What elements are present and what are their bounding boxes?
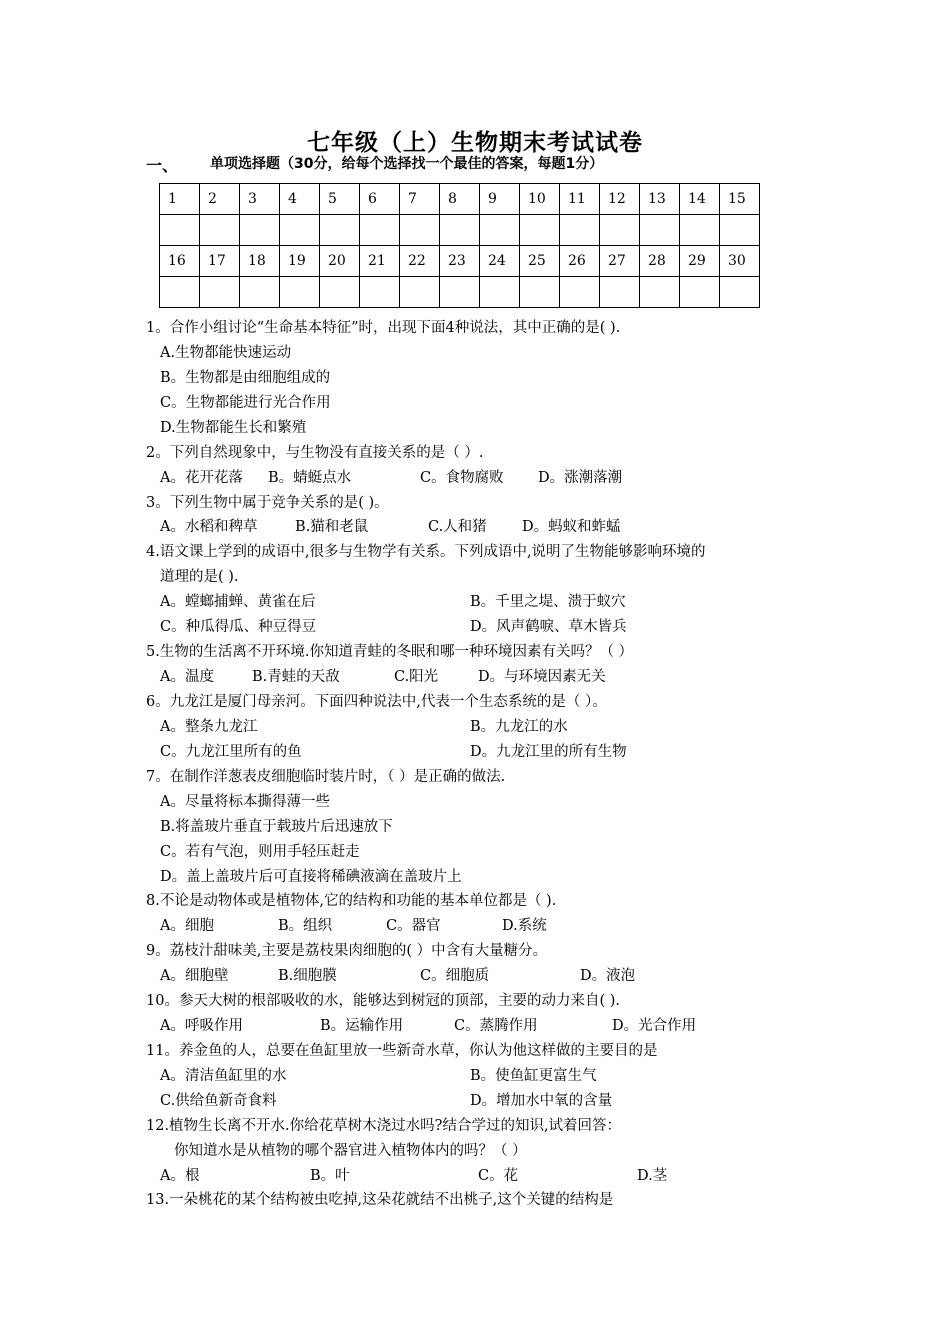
q12-option-c: C。花 [478, 1168, 519, 1184]
answer-cell-number: 11 [560, 184, 600, 215]
question-7: 7。在制作洋葱表皮细胞临时装片时，（ ）是正确的做法. [146, 769, 506, 785]
question-9: 9。荔枝汁甜味美,主要是荔枝果肉细胞的( ）中含有大量糖分。 [146, 943, 548, 959]
q7-option-a: A。尽量将标本撕得薄一些 [160, 794, 330, 810]
q4-option-c: C。种瓜得瓜、种豆得豆 [160, 619, 317, 635]
question-12: 12.植物生长离不开水.你给花草树木浇过水吗?结合学过的知识,试着回答： [146, 1118, 622, 1134]
q7-option-b: B.将盖玻片垂直于载玻片后迅速放下 [160, 819, 393, 835]
answer-cell-blank [680, 215, 720, 246]
answer-cell-number: 7 [400, 184, 440, 215]
q9-option-b: B.细胞膜 [278, 968, 337, 984]
question-12-continued: 你知道水是从植物的哪个器官进入植物体内的吗？（ ） [174, 1143, 527, 1159]
q3-option-d: D。蚂蚁和蚱蜢 [522, 519, 621, 535]
q1-option-b: B。生物都是由细胞组成的 [160, 370, 331, 386]
answer-cell-number: 21 [360, 246, 400, 277]
answer-cell-blank [200, 277, 240, 308]
answer-cell-blank [520, 215, 560, 246]
q4-option-b: B。千里之堤、溃于蚁穴 [470, 594, 626, 610]
answer-cell-number: 2 [200, 184, 240, 215]
section-number: 一、 [146, 156, 179, 175]
answer-cell-blank [320, 277, 360, 308]
q8-option-c: C。器官 [386, 918, 441, 934]
answer-table-number-row [160, 184, 760, 215]
answer-cell-blank [360, 277, 400, 308]
answer-cell-blank [600, 215, 640, 246]
q5-option-c: C.阳光 [394, 669, 439, 685]
question-3: 3。下列生物中属于竞争关系的是( )。 [146, 495, 389, 511]
answer-table-blank-row [160, 277, 760, 308]
q9-option-d: D。液泡 [580, 968, 636, 984]
question-10: 10。参天大树的根部吸收的水，能够达到树冠的顶部，主要的动力来自( ). [146, 993, 620, 1009]
answer-cell-number: 18 [240, 246, 280, 277]
q10-option-a: A。呼吸作用 [160, 1018, 243, 1034]
answer-cell-blank [360, 215, 400, 246]
q9-option-a: A。细胞壁 [160, 968, 229, 984]
answer-cell-number: 30 [720, 246, 760, 277]
question-13: 13.一朵桃花的某个结构被虫吃掉,这朵花就结不出桃子,这个关键的结构是 [146, 1192, 614, 1208]
answer-cell-number: 19 [280, 246, 320, 277]
q8-option-a: A。细胞 [160, 918, 214, 934]
answer-cell-number: 29 [680, 246, 720, 277]
question-8: 8.不论是动物体或是植物体,它的结构和功能的基本单位都是（ ). [146, 893, 557, 909]
q1-option-a: A.生物都能快速运动 [160, 345, 292, 361]
question-6: 6。九龙江是厦门母亲河。下面四种说法中,代表一个生态系统的是（ ）。 [146, 694, 607, 710]
answer-cell-blank [720, 215, 760, 246]
q4-option-a: A。螳螂捕蝉、黄雀在后 [160, 594, 316, 610]
answer-cell-number: 15 [720, 184, 760, 215]
q5-option-d: D。与环境因素无关 [478, 669, 606, 685]
q10-option-b: B。运输作用 [320, 1018, 404, 1034]
answer-table-number-row [160, 246, 760, 277]
q3-option-b: B.猫和老鼠 [295, 519, 369, 535]
answer-cell-number: 25 [520, 246, 560, 277]
answer-cell-number: 4 [280, 184, 320, 215]
q3-option-c: C.人和猪 [428, 519, 487, 535]
answer-cell-blank [240, 277, 280, 308]
answer-cell-blank [320, 215, 360, 246]
answer-cell-blank [720, 277, 760, 308]
q6-option-c: C。九龙江里所有的鱼 [160, 744, 302, 760]
q2-option-d: D。涨潮落潮 [538, 470, 623, 486]
q11-option-b: B。使鱼缸更富生气 [470, 1068, 597, 1084]
q3-option-a: A。水稻和稗草 [160, 519, 258, 535]
answer-cell-number: 20 [320, 246, 360, 277]
q8-option-b: B。组织 [278, 918, 333, 934]
answer-cell-number: 6 [360, 184, 400, 215]
q7-option-d: D。盖上盖玻片后可直接将稀碘液滴在盖玻片上 [160, 869, 462, 885]
answer-cell-blank [680, 277, 720, 308]
q2-option-a: A。花开花落 [160, 470, 243, 486]
answer-cell-blank [200, 215, 240, 246]
answer-cell-blank [480, 277, 520, 308]
q12-option-b: B。叶 [310, 1168, 350, 1184]
answer-cell-number: 8 [440, 184, 480, 215]
q7-option-c: C。若有气泡，则用手轻压赶走 [160, 844, 360, 860]
answer-table [159, 183, 760, 308]
answer-cell-blank [640, 215, 680, 246]
q4-option-d: D。风声鹤唳、草木皆兵 [470, 619, 627, 635]
answer-cell-number: 23 [440, 246, 480, 277]
question-11: 11。养金鱼的人，总要在鱼缸里放一些新奇水草，你认为他这样做的主要目的是 [146, 1043, 658, 1059]
answer-cell-number: 9 [480, 184, 520, 215]
answer-cell-blank [160, 215, 200, 246]
answer-cell-blank [280, 277, 320, 308]
answer-cell-blank [640, 277, 680, 308]
answer-cell-number: 1 [160, 184, 200, 215]
q1-option-d: D.生物都能生长和繁殖 [160, 420, 307, 436]
q10-option-d: D。光合作用 [612, 1018, 697, 1034]
q12-option-a: A。根 [160, 1168, 200, 1184]
answer-cell-blank [440, 215, 480, 246]
question-1: 1。合作小组讨论“生命基本特征”时，出现下面4种说法，其中正确的是( ). [146, 320, 621, 336]
answer-cell-number: 16 [160, 246, 200, 277]
q6-option-a: A。整条九龙江 [160, 719, 258, 735]
answer-cell-number: 27 [600, 246, 640, 277]
answer-cell-number: 10 [520, 184, 560, 215]
q10-option-c: C。蒸腾作用 [454, 1018, 538, 1034]
q5-option-b: B.青蛙的天敌 [252, 669, 340, 685]
q11-option-d: D。增加水中氧的含量 [470, 1093, 613, 1109]
q11-option-c: C.供给鱼新奇食料 [160, 1093, 277, 1109]
answer-cell-number: 24 [480, 246, 520, 277]
answer-cell-blank [480, 215, 520, 246]
question-4-continued: 道理的是( ). [160, 569, 239, 585]
q2-option-b: B。蜻蜓点水 [268, 470, 352, 486]
question-2: 2。下列自然现象中，与生物没有直接关系的是（ ）. [146, 445, 484, 461]
question-5: 5.生物的生活离不开环境.你知道青蛙的冬眠和哪一种环境因素有关吗？（ ） [146, 644, 634, 660]
answer-cell-blank [440, 277, 480, 308]
answer-cell-blank [560, 215, 600, 246]
answer-cell-blank [560, 277, 600, 308]
answer-table-blank-row [160, 215, 760, 246]
q8-option-d: D.系统 [502, 918, 547, 934]
answer-cell-number: 12 [600, 184, 640, 215]
answer-cell-blank [280, 215, 320, 246]
question-4: 4.语文课上学到的成语中,很多与生物学有关系。下列成语中,说明了生物能够影响环境的 [146, 544, 706, 560]
q6-option-b: B。九龙江的水 [470, 719, 568, 735]
answer-cell-number: 13 [640, 184, 680, 215]
answer-cell-number: 17 [200, 246, 240, 277]
q5-option-a: A。温度 [160, 669, 214, 685]
answer-cell-blank [400, 215, 440, 246]
q9-option-c: C。细胞质 [420, 968, 490, 984]
answer-cell-number: 28 [640, 246, 680, 277]
exam-title: 七年级（上）生物期末考试试卷 [307, 130, 643, 156]
q2-option-c: C。食物腐败 [420, 470, 504, 486]
answer-cell-blank [520, 277, 560, 308]
q6-option-d: D。九龙江里的所有生物 [470, 744, 627, 760]
answer-cell-blank [240, 215, 280, 246]
q1-option-c: C。生物都能进行光合作用 [160, 395, 331, 411]
answer-cell-number: 26 [560, 246, 600, 277]
answer-cell-number: 5 [320, 184, 360, 215]
q12-option-d: D.茎 [637, 1168, 668, 1184]
section-heading: 单项选择题（30分，给每个选择找一个最佳的答案，每题1分） [210, 156, 604, 172]
answer-cell-number: 14 [680, 184, 720, 215]
answer-cell-blank [400, 277, 440, 308]
q11-option-a: A。清洁鱼缸里的水 [160, 1068, 287, 1084]
answer-cell-number: 22 [400, 246, 440, 277]
answer-cell-number: 3 [240, 184, 280, 215]
answer-cell-blank [160, 277, 200, 308]
answer-cell-blank [600, 277, 640, 308]
